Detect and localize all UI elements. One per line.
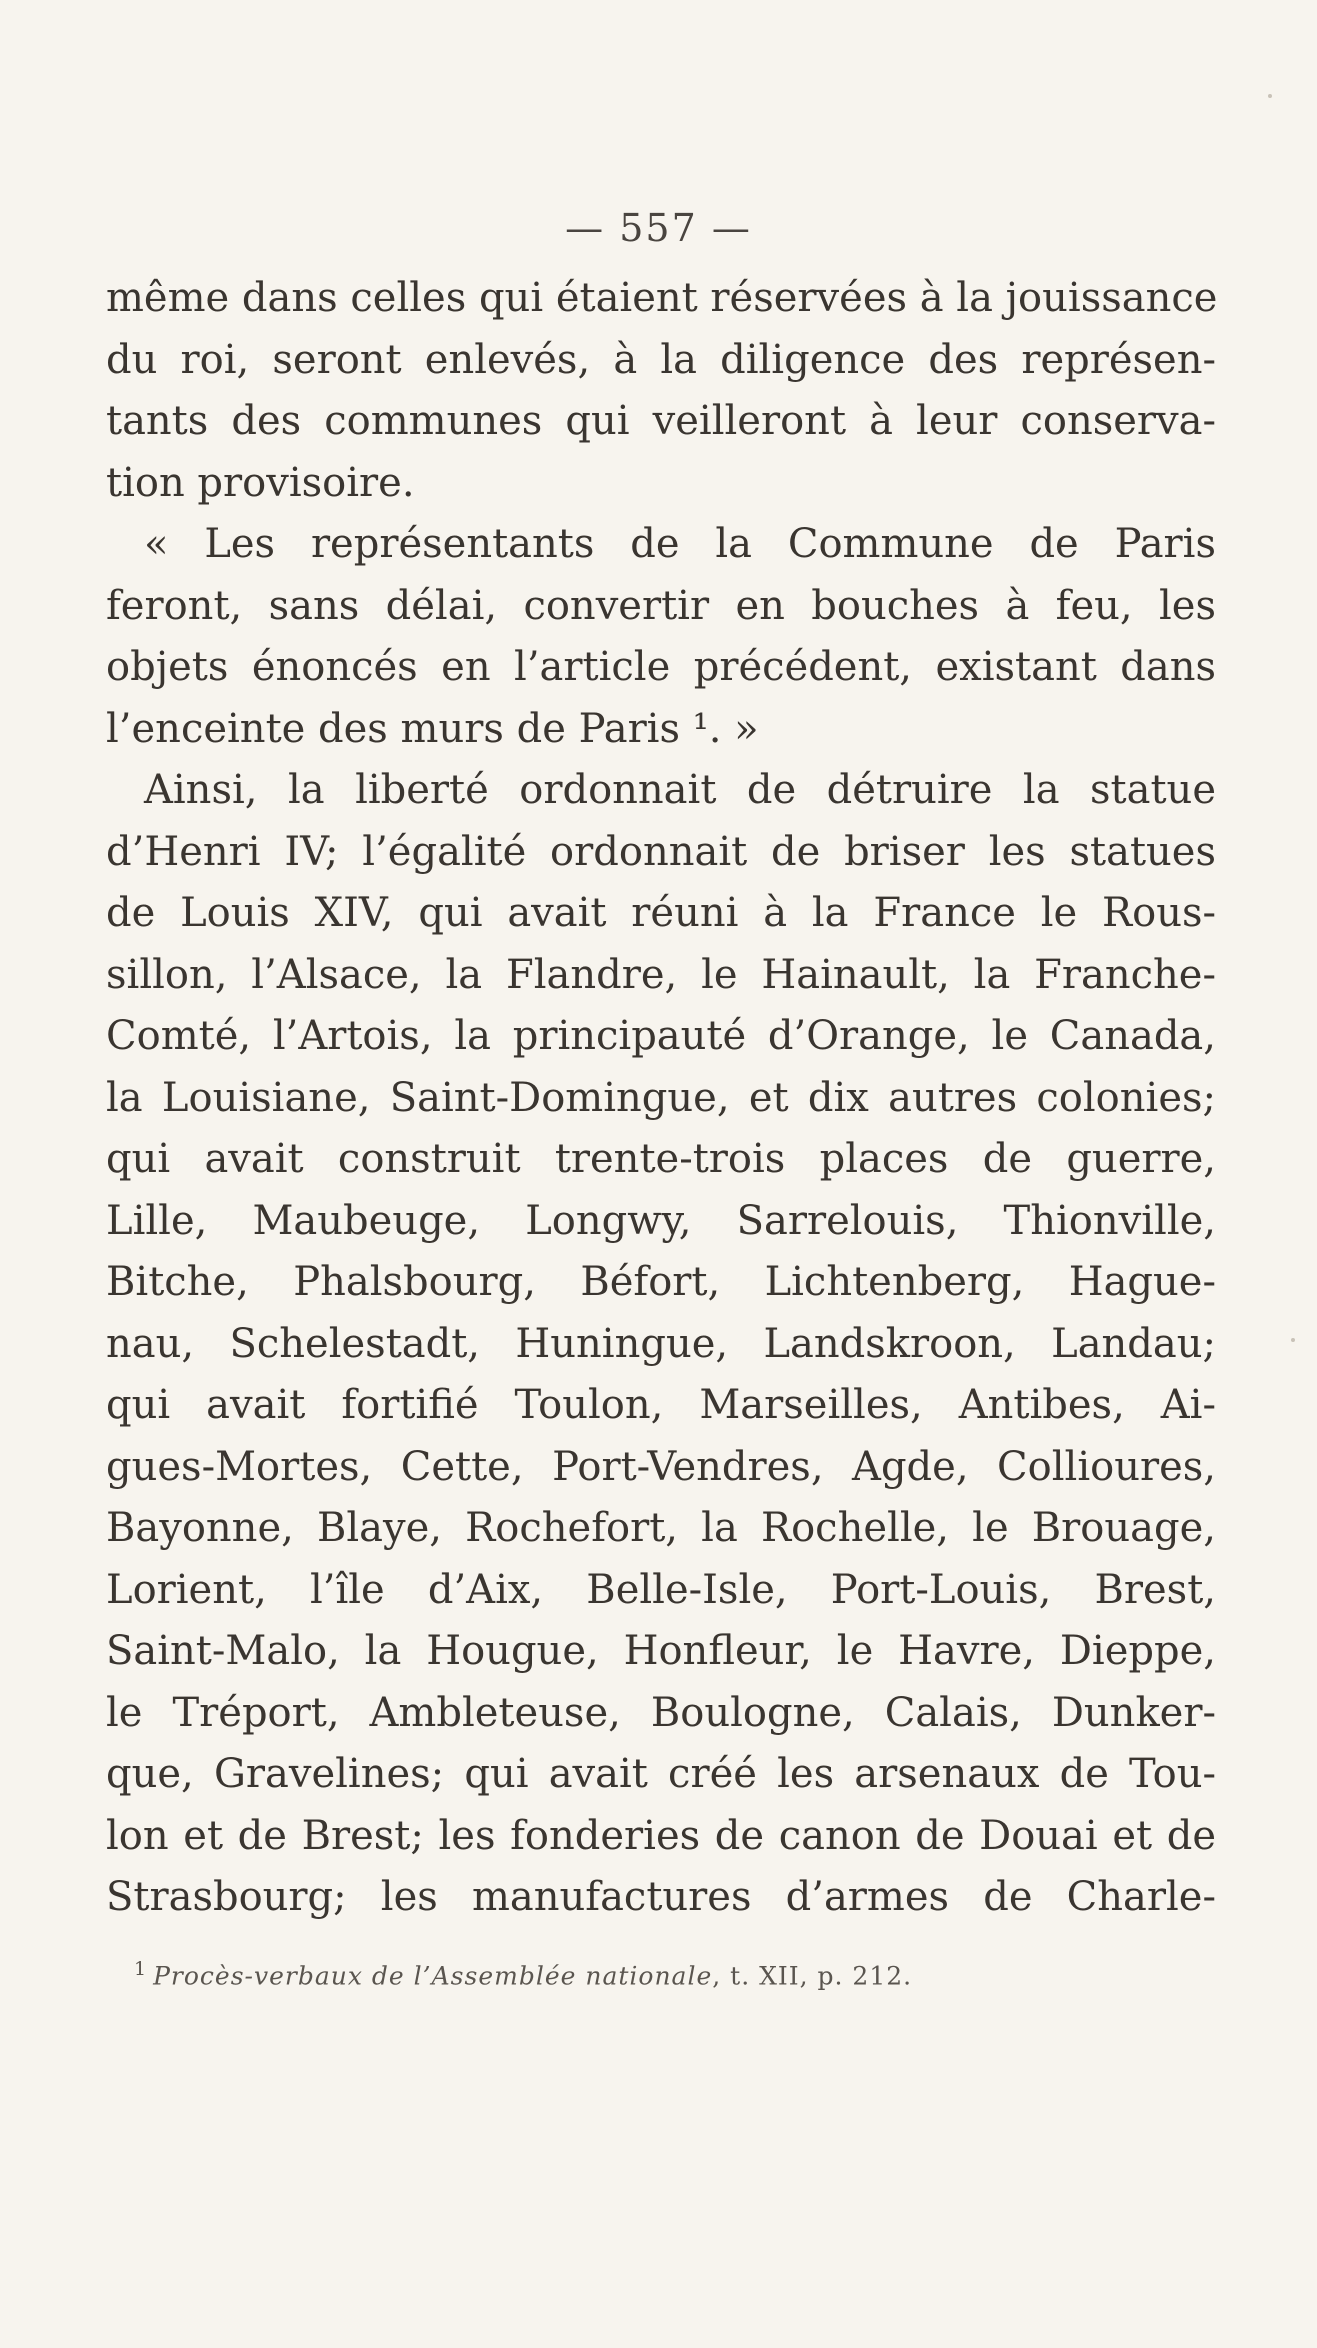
text-line: Lille, Maubeuge, Longwy, Sarrelouis, Thionville, (106, 1197, 1216, 1244)
text-line: nau, Schelestadt, Huningue, Landskroon, Landau; (106, 1320, 1216, 1367)
body-text (106, 268, 1216, 1929)
text-line: feront, sans délai, convertir en bouches à feu, les (106, 582, 1216, 629)
footnote-reference: , t. XII, p. 212. (712, 1961, 913, 1991)
text-line: de Louis XIV, qui avait réuni à la France le Rous- (106, 890, 1216, 936)
text-line: Comté, l’Artois, la principauté d’Orange, le Canada, (106, 1013, 1216, 1059)
text-line: tion provisoire. (106, 459, 415, 506)
text-line: Bayonne, Blaye, Rochefort, la Rochelle, le Brouage, (106, 1505, 1216, 1551)
paper-speck (1268, 94, 1272, 98)
text-line: tants des communes qui veilleront à leur conserva- (106, 398, 1216, 444)
text-line: le Tréport, Ambleteuse, Boulogne, Calais, Dunker- (106, 1689, 1216, 1736)
text-line: Strasbourg; les manufactures d’armes de Charle- (106, 1874, 1216, 1920)
footnote-source-title: Procès-verbaux de l’Assemblée nationale (153, 1961, 713, 1991)
footnote-mark: 1 (134, 1958, 148, 1980)
text-line: même dans celles qui étaient réservées à la jouissance (106, 275, 1218, 321)
text-line: Bitche, Phalsbourg, Béfort, Lichtenberg, Hague- (106, 1259, 1216, 1305)
text-line: « Les représentants de la Commune de Paris (144, 521, 1216, 567)
footnote (134, 1958, 912, 1990)
text-line: du roi, seront enlevés, à la diligence des représen- (106, 336, 1216, 383)
text-line: Ainsi, la liberté ordonnait de détruire la statue (144, 767, 1216, 813)
text-line: qui avait fortifié Toulon, Marseilles, Antibes, Ai- (106, 1382, 1216, 1428)
text-line: l’enceinte des murs de Paris ¹. » (106, 705, 759, 752)
text-line: sillon, l’Alsace, la Flandre, le Hainault, la Franche- (106, 951, 1216, 998)
text-line: gues-Mortes, Cette, Port-Vendres, Agde, Collioures, (106, 1443, 1216, 1490)
text-line: Lorient, l’île d’Aix, Belle-Isle, Port-Louis, Brest, (106, 1566, 1216, 1613)
text-line: que, Gravelines; qui avait créé les arsenaux de Tou- (106, 1751, 1216, 1797)
page-number: — 557 — (565, 206, 752, 250)
text-line: la Louisiane, Saint-Domingue, et dix autres colonies; (106, 1074, 1216, 1121)
text-line: d’Henri IV; l’égalité ordonnait de briser les statues (106, 828, 1216, 875)
text-line: qui avait construit trente-trois places de guerre, (106, 1136, 1216, 1182)
paper-speck (1291, 1338, 1295, 1342)
text-line: objets énoncés en l’article précédent, existant dans (106, 644, 1216, 690)
text-line: Saint-Malo, la Hougue, Honfleur, le Havre, Dieppe, (106, 1628, 1216, 1674)
text-line: lon et de Brest; les fonderies de canon de Douai et de (106, 1812, 1216, 1859)
